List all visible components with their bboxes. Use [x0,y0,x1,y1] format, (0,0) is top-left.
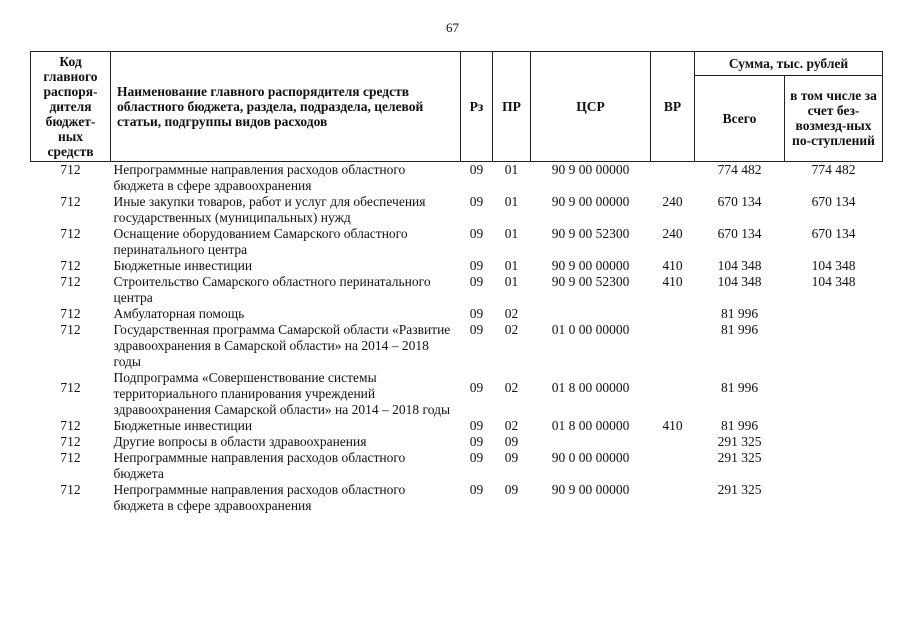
cell-csr: 90 0 00 00000 [551,450,630,465]
cell-pr: 01 [504,274,519,289]
cell-rz: 09 [469,258,484,273]
header-name: Наименование главного распорядителя средств областного бюджета, раздела, подраздела, целевой статьи, подгруппы видов расходов [111,52,461,162]
cell-vr [651,434,695,450]
cell-csr: 01 8 00 00000 [551,418,630,433]
cell-including [785,450,883,482]
cell-rz: 09 [469,322,484,337]
cell-total: 81 996 [720,322,759,337]
header-total: Всего [695,75,785,161]
cell-pr: 01 [504,258,519,273]
table-row [31,194,883,226]
cell-including: 670 134 [811,226,856,241]
cell-name: Непрограммные направления расходов областного бюджета в сфере здравоохранения [113,162,406,193]
header-code: Код главного распоря-дителя бюджет-ных средств [31,52,111,162]
cell-name: Непрограммные направления расходов областного бюджета в сфере здравоохранения [113,482,406,513]
cell-csr: 90 9 00 00000 [551,194,630,209]
cell-pr: 01 [504,194,519,209]
cell-pr: 01 [504,162,519,177]
table-row [31,322,883,370]
cell-pr: 09 [504,450,519,465]
cell-rz: 09 [469,418,484,433]
cell-code: 712 [60,162,81,177]
table-row [31,226,883,258]
cell-csr: 01 0 00 00000 [551,322,630,337]
cell-csr: 90 9 00 52300 [551,226,630,241]
cell-code: 712 [60,274,81,289]
cell-name: Бюджетные инвестиции [113,418,253,433]
cell-pr: 01 [504,226,519,241]
cell-rz: 09 [469,194,484,209]
table-row [31,450,883,482]
cell-total: 104 348 [717,258,762,273]
cell-pr: 02 [504,306,519,321]
cell-total: 774 482 [717,162,762,177]
cell-including: 670 134 [811,194,856,209]
header-sum: Сумма, тыс. рублей [695,52,883,76]
table-row [31,434,883,450]
cell-rz: 09 [469,434,484,449]
cell-total: 81 996 [720,418,759,433]
cell-including: 104 348 [811,274,856,289]
cell-vr: 240 [662,226,683,241]
cell-including [785,370,883,418]
table-row [31,306,883,322]
cell-total: 81 996 [720,380,759,395]
cell-vr [651,370,695,418]
cell-pr: 02 [504,380,519,395]
cell-code: 712 [60,418,81,433]
cell-pr: 09 [504,482,519,497]
cell-csr: 01 8 00 00000 [551,380,630,395]
cell-including [785,418,883,434]
cell-total: 670 134 [717,194,762,209]
cell-including: 774 482 [811,162,856,177]
cell-vr [651,322,695,370]
cell-including [785,434,883,450]
cell-name: Бюджетные инвестиции [113,258,253,273]
cell-name: Иные закупки товаров, работ и услуг для обеспечения государственных (муниципальных) нужд [113,194,426,225]
cell-name: Строительство Самарского областного перинатального центра [113,274,431,305]
header-including: в том числе за счет без-возмезд-ных по-ступлений [785,75,883,161]
cell-including [785,306,883,322]
table-body [31,162,883,515]
cell-name: Другие вопросы в области здравоохранения [113,434,367,449]
cell-csr: 90 9 00 00000 [551,162,630,177]
cell-rz: 09 [469,482,484,497]
cell-rz: 09 [469,274,484,289]
page-number: 67 [446,20,459,35]
cell-name: Амбулаторная помощь [113,306,245,321]
cell-total: 291 325 [717,434,762,449]
cell-rz: 09 [469,162,484,177]
cell-vr [651,162,695,195]
cell-total: 104 348 [717,274,762,289]
cell-code: 712 [60,306,81,321]
cell-csr: 90 9 00 52300 [551,274,630,289]
table-row [31,258,883,274]
table-row [31,418,883,434]
cell-total: 291 325 [717,450,762,465]
cell-vr [651,450,695,482]
cell-csr [531,434,651,450]
cell-vr: 410 [662,274,683,289]
table-row [31,274,883,306]
cell-code: 712 [60,482,81,497]
cell-rz: 09 [469,450,484,465]
cell-including [785,482,883,514]
cell-name: Оснащение оборудованием Самарского областного перинатального центра [113,226,408,257]
header-csr: ЦСР [531,52,651,162]
header-pr: ПР [493,52,531,162]
cell-code: 712 [60,194,81,209]
cell-name: Подпрограмма «Совершенствование системы территориального планирования учреждений здравоохранения Самарской области» на 2014 – 2018 годы [113,370,451,417]
cell-total: 291 325 [717,482,762,497]
cell-pr: 02 [504,322,519,337]
cell-vr: 410 [662,258,683,273]
cell-code: 712 [60,450,81,465]
cell-name: Непрограммные направления расходов областного бюджета [113,450,406,481]
cell-code: 712 [60,380,81,395]
cell-pr: 02 [504,418,519,433]
cell-rz: 09 [469,226,484,241]
cell-code: 712 [60,258,81,273]
cell-rz: 09 [469,306,484,321]
header-vr: ВР [651,52,695,162]
cell-including: 104 348 [811,258,856,273]
cell-rz: 09 [469,380,484,395]
cell-code: 712 [60,322,81,337]
table-header [31,52,883,162]
cell-total: 670 134 [717,226,762,241]
cell-total: 81 996 [720,306,759,321]
cell-pr: 09 [504,434,519,449]
cell-csr [531,306,651,322]
cell-vr [651,482,695,514]
cell-vr: 410 [662,418,683,433]
cell-code: 712 [60,434,81,449]
cell-name: Государственная программа Самарской области «Развитие здравоохранения в Самарской области» на 2014 – 2018 годы [113,322,451,369]
table-row [31,370,883,418]
table-row [31,162,883,195]
budget-table [30,51,883,514]
cell-csr: 90 9 00 00000 [551,258,630,273]
cell-vr [651,306,695,322]
cell-csr: 90 9 00 00000 [551,482,630,497]
header-rz: Рз [461,52,493,162]
cell-vr: 240 [662,194,683,209]
cell-code: 712 [60,226,81,241]
table-row [31,482,883,514]
cell-including [785,322,883,370]
